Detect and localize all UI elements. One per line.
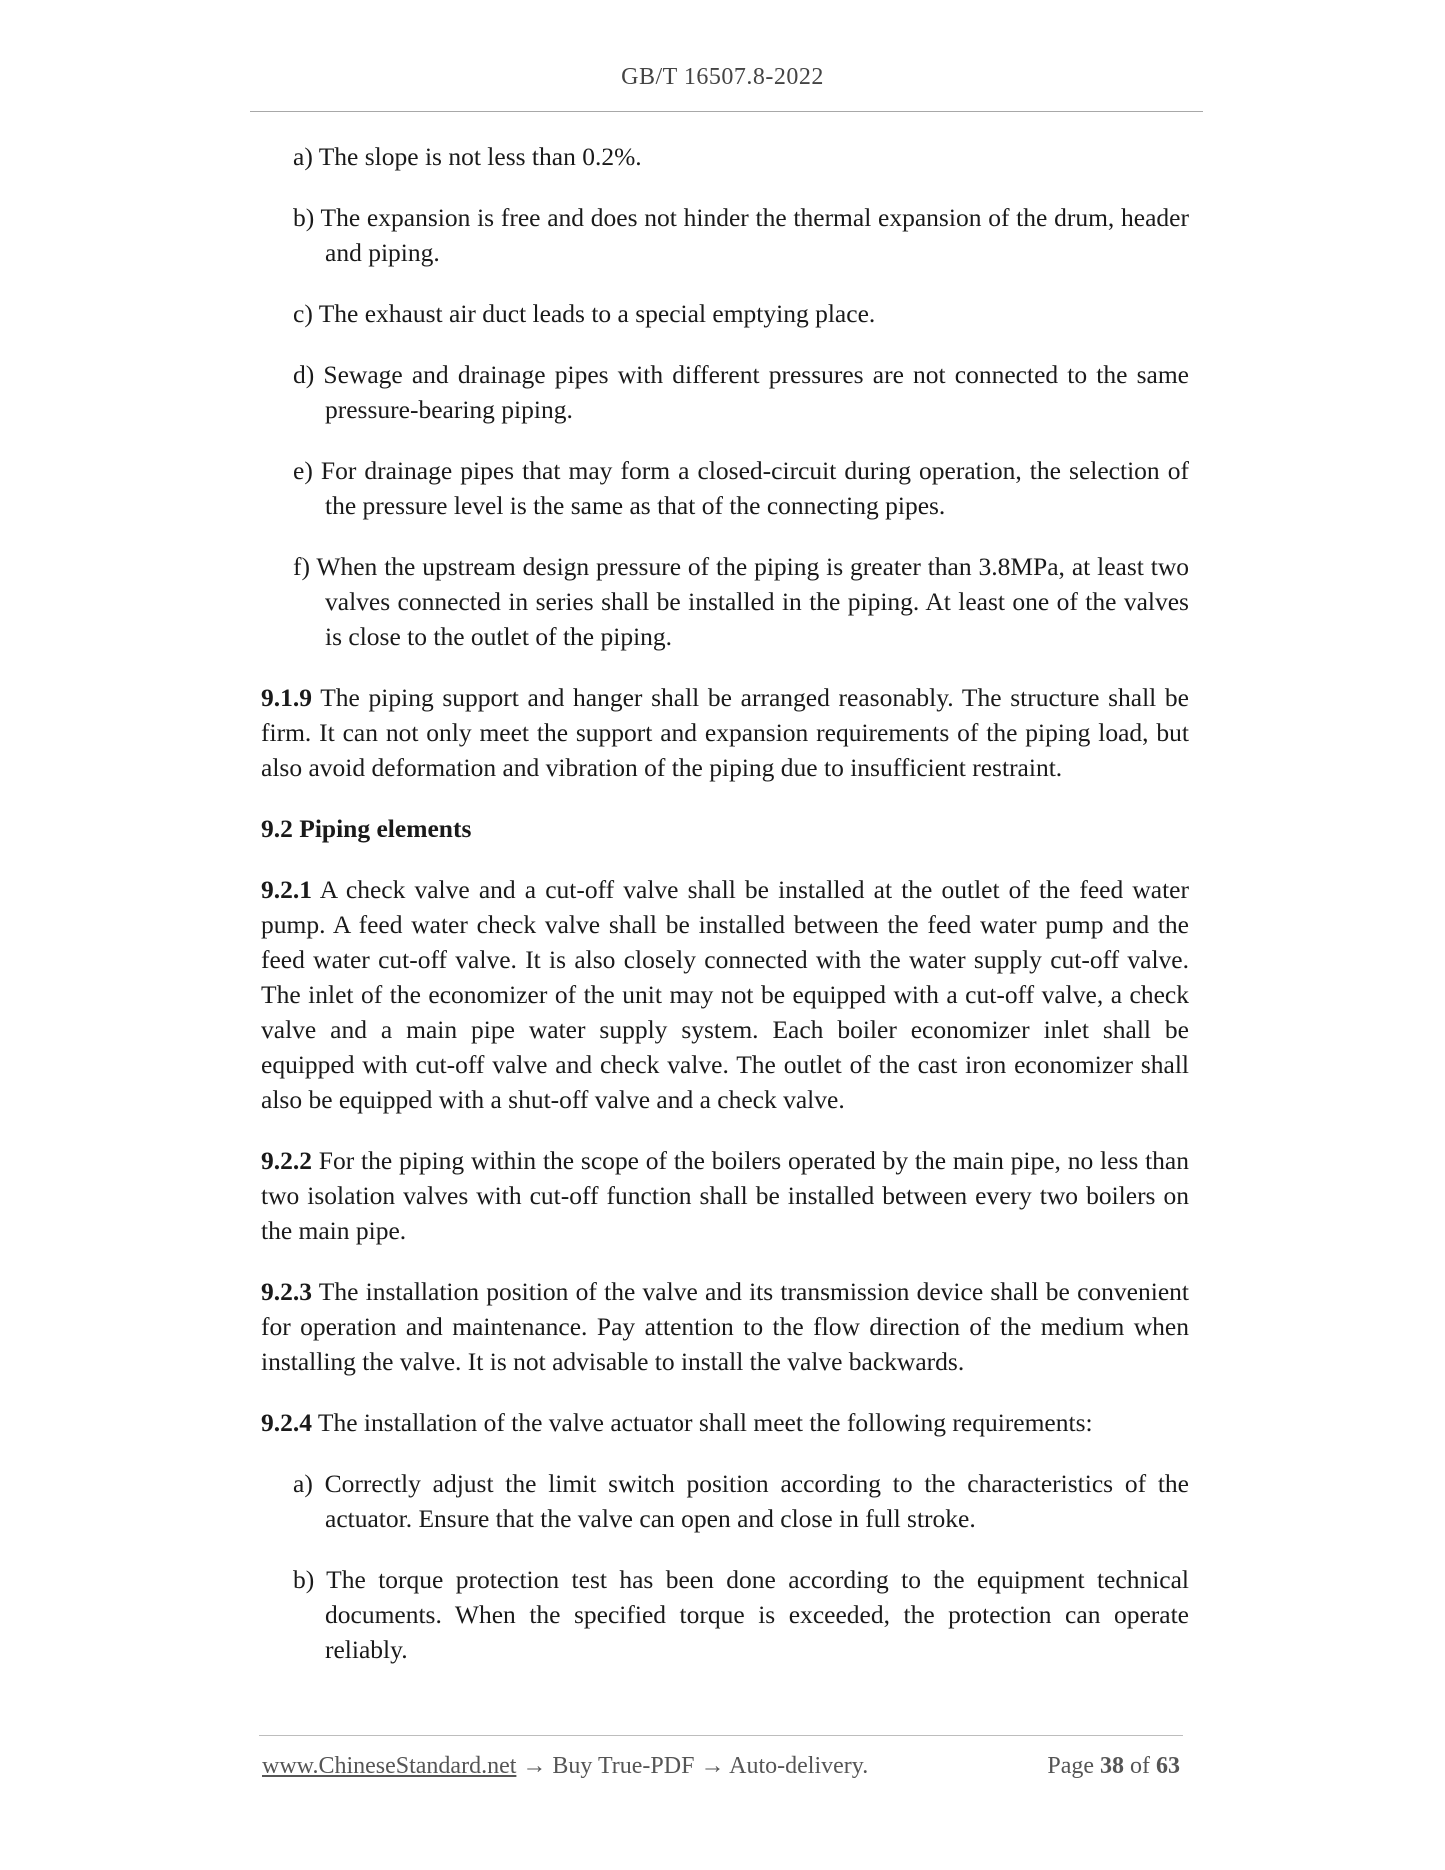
website-link[interactable]: www.ChineseStandard.net xyxy=(262,1753,517,1779)
clause-text: The installation of the valve actuator shall meet the following requirements: xyxy=(312,1408,1093,1437)
page-number xyxy=(1047,1753,1180,1780)
footer-divider xyxy=(259,1735,1183,1736)
clause-9-2-4 xyxy=(261,1405,1189,1440)
auto-delivery-text: Auto-delivery. xyxy=(729,1753,869,1779)
clause-number: 9.2.1 xyxy=(261,875,312,904)
arrow-right-icon: → xyxy=(522,1753,547,1779)
actuator-list-item-a: a) Correctly adjust the limit switch position according to the characteristics of the actuator. Ensure that the valve can open and close in full stroke. xyxy=(293,1469,1189,1533)
list-item-f: f) When the upstream design pressure of the piping is greater than 3.8MPa, at least two valves connected in series shall be installed in the piping. At least one of the valves is close to the outlet of the piping. xyxy=(293,552,1189,651)
current-page: 38 xyxy=(1100,1753,1124,1779)
actuator-list-item-b: b) The torque protection test has been done according to the equipment technical documents. When the specified torque is exceeded, the protection can operate reliably. xyxy=(293,1565,1189,1664)
of-label: of xyxy=(1130,1753,1150,1779)
clause-text: The installation position of the valve and its transmission device shall be convenient for operation and maintenance. Pay attention to the flow direction of the medium when installing the valve. It is not advisable to install the valve backwards. xyxy=(261,1277,1189,1376)
document-body xyxy=(261,139,1189,1693)
clause-number: 9.2.2 xyxy=(261,1146,312,1175)
arrow-right-icon: → xyxy=(700,1753,725,1779)
list-item-b: b) The expansion is free and does not hinder the thermal expansion of the drum, header and piping. xyxy=(293,203,1189,267)
list-item-a: a) The slope is not less than 0.2%. xyxy=(293,142,642,171)
clause-text: For the piping within the scope of the boilers operated by the main pipe, no less than two isolation valves with cut-off function shall be installed between every two boilers on the main pipe. xyxy=(261,1146,1189,1245)
list-item-e: e) For drainage pipes that may form a closed-circuit during operation, the selection of the pressure level is the same as that of the connecting pipes. xyxy=(293,456,1189,520)
buy-pdf-text: Buy True-PDF xyxy=(552,1753,695,1779)
document-header-title: GB/T 16507.8-2022 xyxy=(621,64,824,90)
clause-9-2-3 xyxy=(261,1274,1189,1379)
clause-number: 9.2.3 xyxy=(261,1277,312,1306)
clause-text: The piping support and hanger shall be arranged reasonably. The structure shall be firm. It can not only meet the support and expansion requirements of the piping load, but also avoid deformation and vibration of the piping due to insufficient restraint. xyxy=(261,683,1189,782)
list-item-d: d) Sewage and drainage pipes with different pressures are not connected to the same pressure-bearing piping. xyxy=(293,360,1189,424)
section-heading-9-2: 9.2 Piping elements xyxy=(261,814,472,843)
clause-number: 9.2.4 xyxy=(261,1408,312,1437)
clause-9-2-2 xyxy=(261,1143,1189,1248)
page-label: Page xyxy=(1047,1753,1094,1779)
clause-9-1-9 xyxy=(261,680,1189,785)
clause-text: A check valve and a cut-off valve shall be installed at the outlet of the feed water pump. A feed water check valve shall be installed between the feed water pump and the feed water cut-off valve. It is also closely connected with the water supply cut-off valve. The inlet of the economizer of the unit may not be equipped with a cut-off valve, a check valve and a main pipe water supply system. Each boiler economizer inlet shall be equipped with cut-off valve and check valve. The outlet of the cast iron economizer shall also be equipped with a shut-off valve and a check valve. xyxy=(261,875,1189,1114)
header-divider xyxy=(250,111,1203,112)
clause-9-2-1 xyxy=(261,872,1189,1117)
footer-promo xyxy=(262,1753,868,1780)
list-item-c: c) The exhaust air duct leads to a special emptying place. xyxy=(293,299,876,328)
clause-number: 9.1.9 xyxy=(261,683,312,712)
total-pages: 63 xyxy=(1156,1753,1180,1779)
